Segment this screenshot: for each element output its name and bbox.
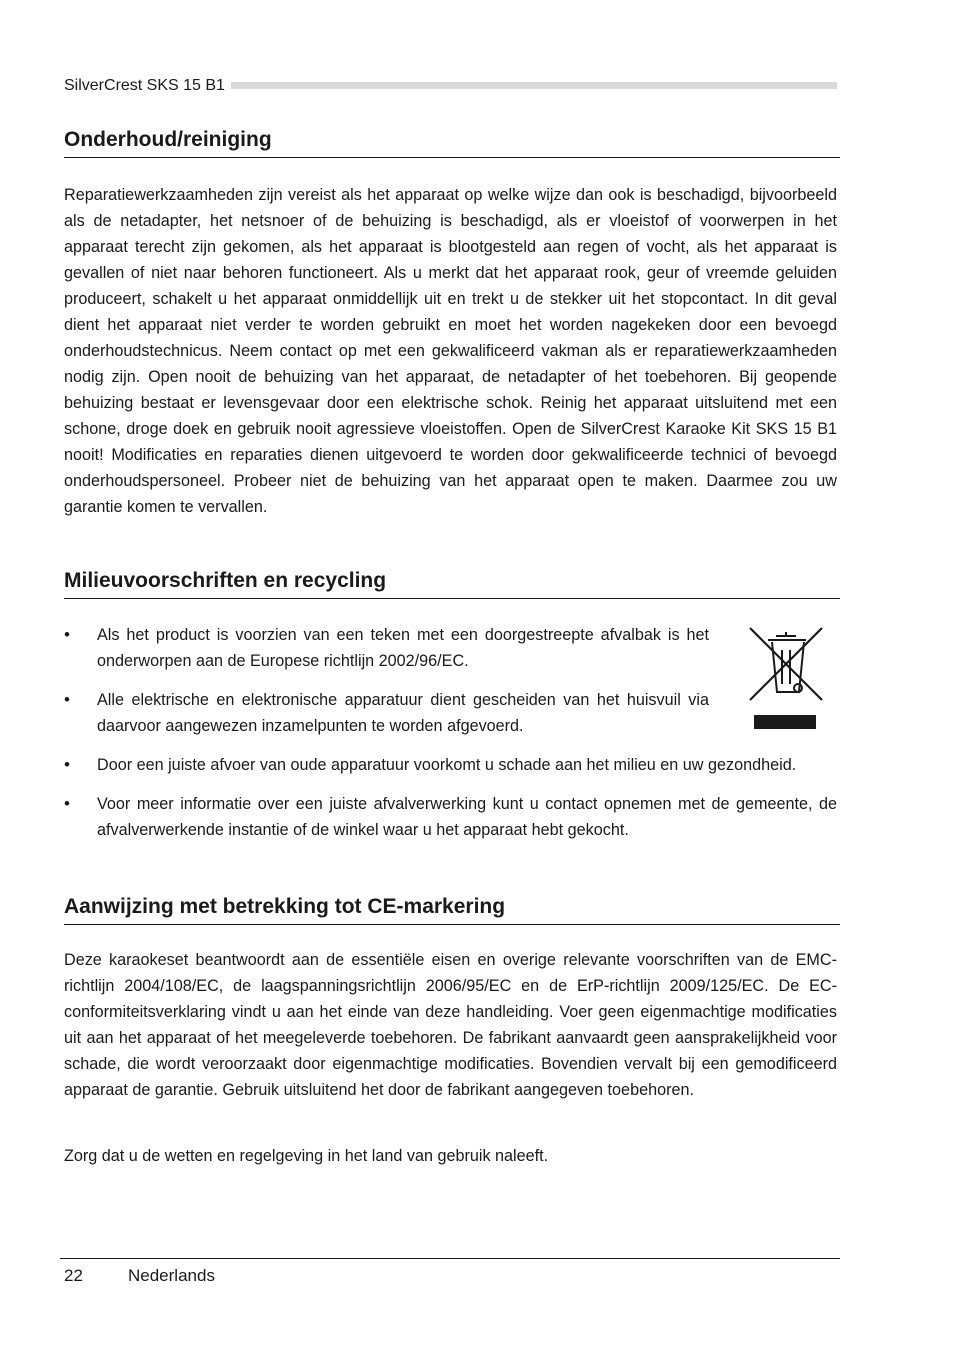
header-title: SilverCrest SKS 15 B1: [64, 76, 231, 96]
footer-language: Nederlands: [128, 1266, 215, 1285]
ce-paragraph: Deze karaokeset beantwoordt aan de essentiële eisen en overige relevante voorschriften van de EMC-richtlijn 2004/108/EC, de laagspanningsrichtlijn 2006/95/EC en de ErP-richtlijn 2009/125/EC. De EC-conformiteitsverklaring vindt u aan het einde van deze handleiding. Voer geen eigenmachtige modificaties uit aan het apparaat of het meegeleverde toebehoren. De fabrikant aanvaardt geen aansprakelijkheid voor schade, die wordt veroorzaakt door eigenmachtige modificaties. Bovendien vervalt bij een gemodificeerd apparaat de garantie. Gebruik uitsluitend het door de fabrikant aangegeven toebehoren.: [64, 951, 837, 1099]
recycling-list: [64, 622, 837, 856]
crossed-out-wheelie-bin-icon: [748, 626, 826, 732]
section-title-ce: Aanwijzing met betrekking tot CE-markering: [64, 894, 840, 925]
section-title-recycling: Milieuvoorschriften en recycling: [64, 568, 840, 599]
page-header: [64, 76, 837, 96]
page-footer: [60, 1258, 840, 1285]
maintenance-paragraph: Reparatiewerkzaamheden zijn vereist als het apparaat op welke wijze dan ook is beschadigd, bijvoorbeeld als de netadapter, het netsnoer of de behuizing is beschadigd, als er vloeistof of voorwerpen in het apparaat terecht zijn gekomen, als het apparaat is blootgesteld aan regen of vocht, als het apparaat is gevallen of niet naar behoren functioneert. Als u merkt dat het apparaat rook, geur of vreemde geluiden produceert, schakelt u het apparaat onmiddellijk uit en trekt u de stekker uit het stopcontact. In dit geval dient het apparaat niet verder te worden gebruikt en moet het worden nagekeken door een bevoegd onderhoudstechnicus. Neem contact op met een gekwalificeerd vakman als er reparatiewerkzaamheden nodig zijn. Open nooit de behuizing van het apparaat, de netadapter of het toebehoren. Bij geopende behuizing bestaat er levensgevaar door een elektrische schok. Reinig het apparaat uitsluitend met een schone, droge doek en gebruik nooit agressieve vloeistoffen. Open de SilverCrest Karaoke Kit SKS 15 B1 nooit! Modificaties en reparaties dienen uitgevoerd te worden door gekwalificeerde technici of bevoegd onderhoudspersoneel. Probeer niet de behuizing van het apparaat open te maken. Daarmee zou uw garantie komen te vervallen.: [64, 186, 837, 516]
page-number: 22: [64, 1266, 83, 1285]
list-item: • Als het product is voorzien van een teken met een doorgestreepte afvalbak is het onderworpen aan de Europese richtlijn 2002/96/EC.: [64, 622, 709, 674]
list-item: • Door een juiste afvoer van oude apparatuur voorkomt u schade aan het milieu en uw gezondheid.: [64, 752, 837, 778]
ce-note: Zorg dat u de wetten en regelgeving in het land van gebruik naleeft.: [64, 1147, 549, 1165]
list-item: • Alle elektrische en elektronische apparatuur dient gescheiden van het huisvuil via daarvoor aangewezen inzamelpunten te worden afgevoerd.: [64, 687, 709, 739]
list-item: • Voor meer informatie over een juiste afvalverwerking kunt u contact opnemen met de gemeente, de afvalverwerkende instantie of de winkel waar u het apparaat hebt gekocht.: [64, 791, 837, 843]
section-title-maintenance: Onderhoud/reiniging: [64, 127, 840, 158]
